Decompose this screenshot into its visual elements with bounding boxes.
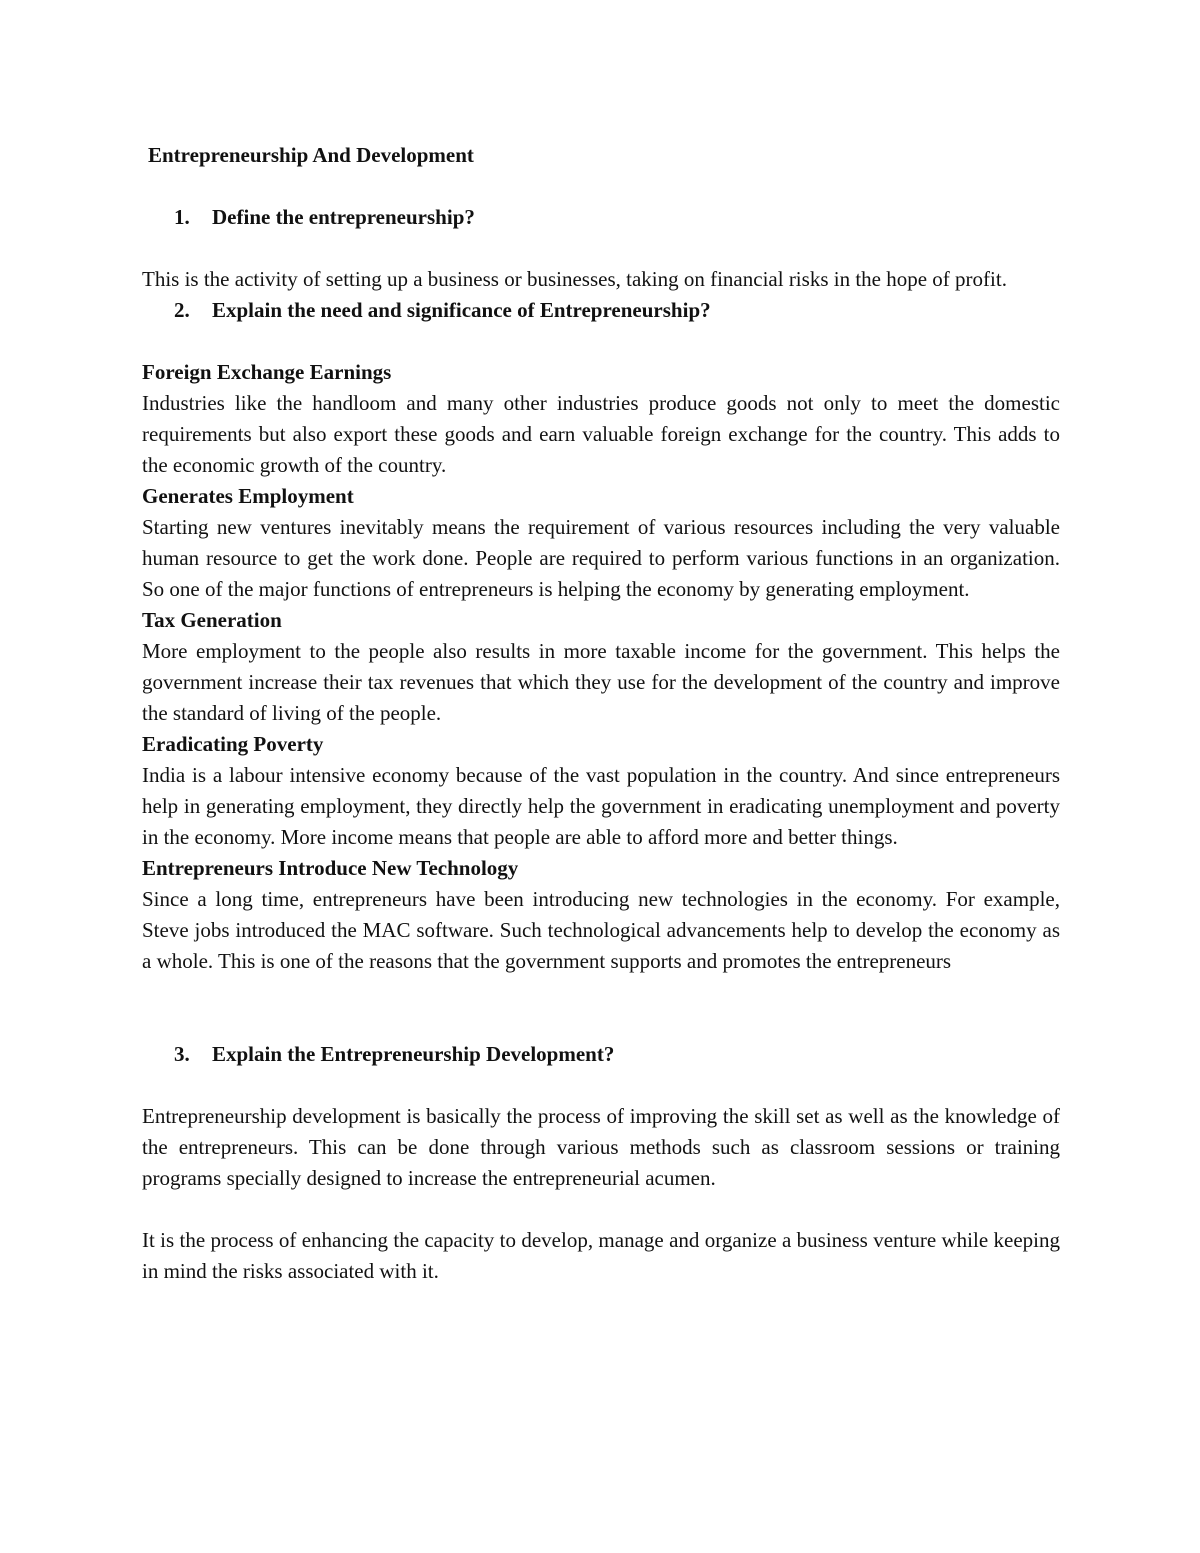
question-text: Explain the need and significance of Entrepreneurship? [212,298,711,322]
document-title: Entrepreneurship And Development [148,143,474,167]
answer-paragraph: It is the process of enhancing the capacity to develop, manage and organize a business venture while keeping in mind the risks associated with it. [142,1228,1060,1283]
spacer [142,171,1060,202]
document-content [142,140,1060,1287]
answer-paragraph: Entrepreneurship development is basically the process of improving the skill set as well as the knowledge of the entrepreneurs. This can be done through various methods such as classroom sessions or training programs specially designed to increase the entrepreneurial acumen. [142,1104,1060,1190]
section-heading: Foreign Exchange Earnings [142,360,392,384]
spacer [142,233,1060,264]
question-2 [142,295,1060,326]
question-1 [142,202,1060,233]
section-body: Starting new ventures inevitably means the requirement of various resources including the very valuable human resource to get the work done. People are required to perform various functions in an organization. So one of the major functions of entrepreneurs is helping the economy by generating employment. [142,515,1060,601]
section-body: Since a long time, entrepreneurs have been introducing new technologies in the economy. For example, Steve jobs introduced the MAC software. Such technological advancements help to develop the economy as a whole. This is one of the reasons that the government supports and promotes the entrepreneurs [142,887,1060,973]
spacer [142,977,1060,1039]
section-body: Industries like the handloom and many other industries produce goods not only to meet the domestic requirements but also export these goods and earn valuable foreign exchange for the country. This adds to the economic growth of the country. [142,391,1060,477]
question-number: 3. [174,1042,190,1066]
section-body: India is a labour intensive economy because of the vast population in the country. And since entrepreneurs help in generating employment, they directly help the government in eradicating unemployment and poverty in the economy. More income means that people are able to afford more and better things. [142,763,1060,849]
section-heading: Eradicating Poverty [142,732,324,756]
question-3 [142,1039,1060,1070]
section-heading: Generates Employment [142,484,354,508]
question-number: 2. [174,298,190,322]
section-body: More employment to the people also results in more taxable income for the government. This helps the government increase their tax revenues that which they use for the development of the country and improve the standard of living of the people. [142,639,1060,725]
question-text: Define the entrepreneurship? [212,205,475,229]
spacer [142,1070,1060,1101]
spacer [142,326,1060,357]
question-number: 1. [174,205,190,229]
question-text: Explain the Entrepreneurship Development? [212,1042,615,1066]
answer-paragraph: This is the activity of setting up a business or businesses, taking on financial risks in the hope of profit. [142,267,1007,291]
spacer [142,1194,1060,1225]
section-heading: Tax Generation [142,608,282,632]
section-heading: Entrepreneurs Introduce New Technology [142,856,519,880]
